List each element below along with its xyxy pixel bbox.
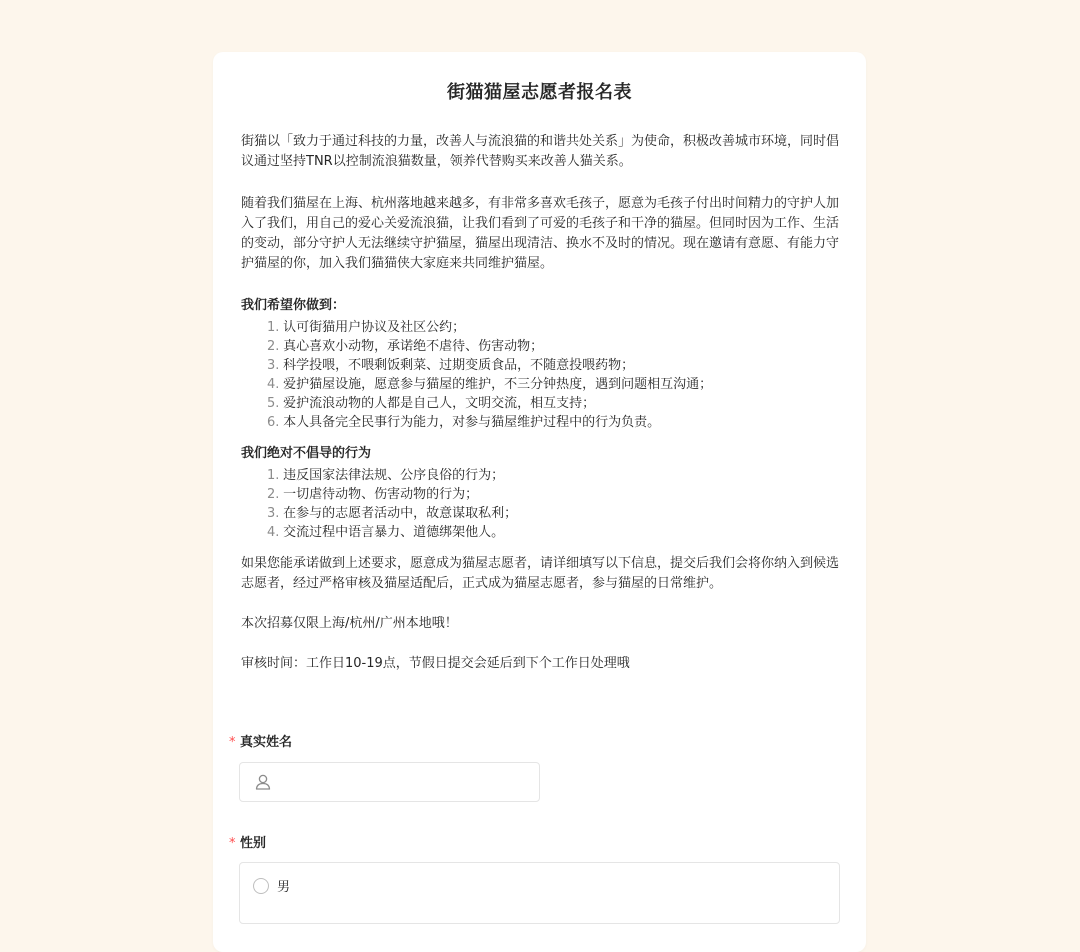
forbid-section-title: 我们绝对不倡导的行为 [241, 446, 372, 461]
user-icon [254, 773, 272, 791]
form-title: 街猫猫屋志愿者报名表 [447, 82, 632, 103]
required-mark: * [229, 836, 236, 851]
gender-option-male[interactable] [253, 876, 290, 895]
hope-section-title: 我们希望你做到： [241, 298, 346, 313]
list-item: 6. 本人具备完全民事行为能力，对参与猫屋维护过程中的行为负责。 [267, 415, 661, 430]
review-time-paragraph: 审核时间：工作日10-19点，节假日提交会延后到下个工作日处理哦 [241, 656, 630, 671]
commit-paragraph: 如果您能承诺做到上述要求，愿意成为猫屋志愿者，请详细填写以下信息，提交后我们会将你纳入到候选志愿者，经过严格审核及猫屋适配后，正式成为猫屋志愿者，参与猫屋的日常维护。 [241, 556, 840, 591]
gender-option-label: 男 [277, 880, 291, 895]
name-input[interactable] [284, 771, 528, 795]
region-paragraph: 本次招募仅限上海/杭州/广州本地哦！ [241, 616, 458, 631]
intro-paragraph-2: 随着我们猫屋在上海、杭州落地越来越多，有非常多喜欢毛孩子，愿意为毛孩子付出时间精力的守护人加入了我们，用自己的爱心关爱流浪猫，让我们看到了可爱的毛孩子和干净的猫屋。但同时因为工作、生活的变动，部分守护人无法继续守护猫屋，猫屋出现清洁、换水不及时的情况。现在邀请有意愿、有能力守护猫屋的你，加入我们猫猫侠大家庭来共同维护猫屋。 [241, 196, 840, 271]
name-field-label: * 真实姓名 [229, 735, 293, 750]
list-item: 2. 真心喜欢小动物，承诺绝不虐待、伤害动物； [267, 339, 544, 354]
list-item: 1. 认可街猫用户协议及社区公约； [267, 320, 466, 335]
gender-field-label: * 性别 [229, 836, 267, 851]
intro-paragraph-1: 街猫以「致力于通过科技的力量，改善人与流浪猫的和谐共处关系」为使命，积极改善城市环境，同时倡议通过坚持TNR以控制流浪猫数量，领养代替购买来改善人猫关系。 [241, 134, 840, 169]
gender-radio-group [239, 862, 840, 924]
form-description [241, 132, 841, 674]
list-item: 4. 交流过程中语言暴力、道德绑架他人。 [267, 525, 505, 540]
list-item: 1. 违反国家法律法规、公序良俗的行为； [267, 468, 505, 483]
name-input-box[interactable] [239, 762, 540, 802]
list-item: 3. 在参与的志愿者活动中，故意谋取私利； [267, 506, 518, 521]
forbid-list [241, 466, 841, 542]
list-item: 2. 一切虐待动物、伤害动物的行为； [267, 487, 479, 502]
hope-list [241, 318, 841, 432]
form-card [213, 52, 866, 952]
radio-circle-icon[interactable] [253, 878, 269, 894]
list-item: 5. 爱护流浪动物的人都是自己人，文明交流，相互支持； [267, 396, 596, 411]
list-item: 4. 爱护猫屋设施，愿意参与猫屋的维护，不三分钟热度，遇到问题相互沟通； [267, 377, 713, 392]
required-mark: * [229, 735, 236, 750]
list-item: 3. 科学投喂，不喂剩饭剩菜、过期变质食品，不随意投喂药物； [267, 358, 635, 373]
